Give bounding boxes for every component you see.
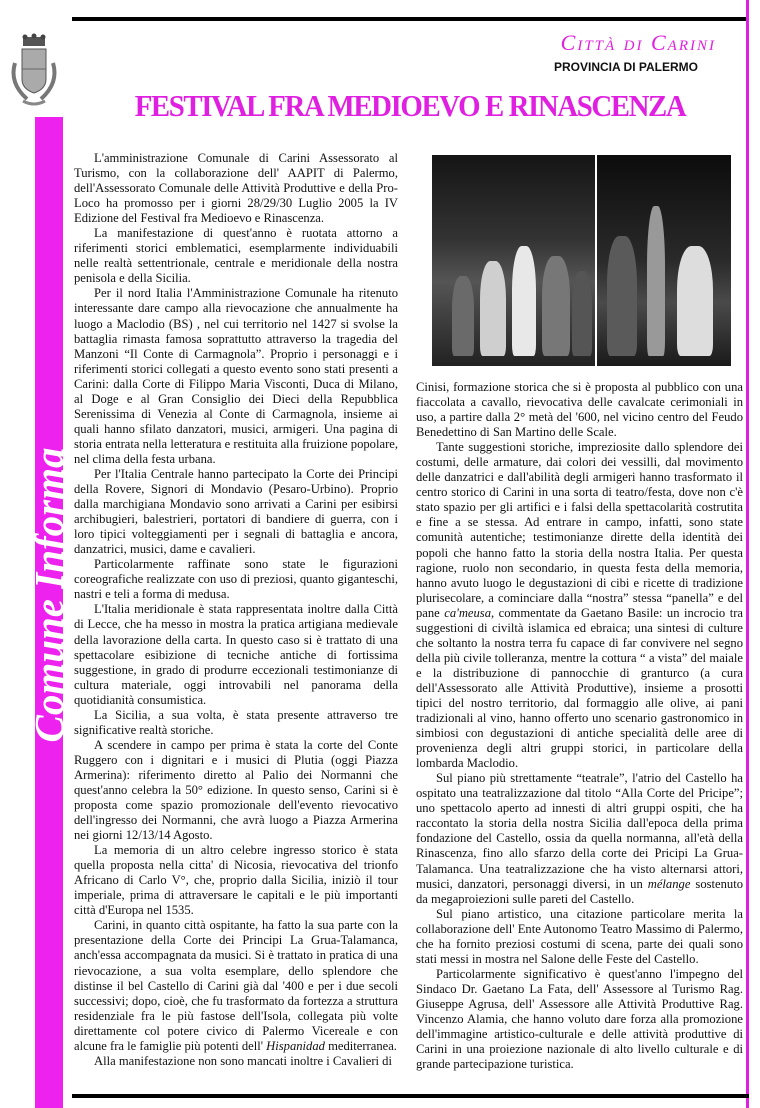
paragraph: La manifestazione di quest'anno è ruotata attorno a riferimenti storici emblematici, esemplarmente individuabili nelle realtà settentrionale, centrale e meridionale della nostra penisola e della Sicilia. (74, 226, 398, 286)
paragraph: Particolarmente raffinate sono state le figurazioni coreografiche realizzate con uso di preziosi, quanto giganteschi, nastri e teli a forma di medusa. (74, 557, 398, 602)
paragraph: Sul piano artistico, una citazione particolare merita la collaborazione dell' Ente Autonomo Teatro Massimo di Palermo, che ha fornito preziosi costumi di scena, parte dei quali sono stati messi in mostra nel Salone delle Feste del Castello. (416, 906, 743, 966)
italic-term: ca'meusa (444, 605, 492, 620)
paragraph: La memoria di un altro celebre ingresso storico è stata quella proposta nella citta' di Nicosia, rievocativa del trionfo Africano di Carlo V°, che, proprio dalla Sicilia, iniziò il tour imperiale, prima di attraversare le capitali e le più importanti città d'Europa nel 1535. (74, 843, 398, 918)
paragraph: La Sicilia, a sua volta, è stata presente attraverso tre significative realtà storiche. (74, 707, 398, 737)
paragraph (74, 918, 398, 1053)
article-right-column (416, 380, 743, 1072)
top-rule (72, 17, 749, 21)
right-margin-line (746, 0, 749, 1108)
paragraph: A scendere in campo per prima è stata la corte del Conte Ruggero con i dignitari e i musici di Plutia (oggi Piazza Armerina): riferimento diretto al Palio dei Normanni che quest'anno celebra la 50° edizione. In questo senso, Carini si è proposta come spazio promozionale dell'evento rievocativo dell'ingresso dei Normanni, che avrà luogo a Piazza Armerina nei giorni 12/13/14 Agosto. (74, 737, 398, 843)
italic-term: Hispanidad (266, 1038, 325, 1053)
paragraph: L'Italia meridionale è stata rappresentata inoltre dalla Città di Lecce, che ha messo in mostra la pratica artigiana medievale della lavorazione della carta. In questo caso si è trattato di una spettacolare esibizione di tecniche antiche di fortissima suggestione, in grado di produrre eccezionali testimonianze di cultura materiale, oggi introvabili nel panorama della quotidianità consumistica. (74, 602, 398, 707)
city-name: Città di Carini (560, 30, 716, 55)
text: Sul piano più strettamente “teatrale”, l'atrio del Castello ha ospitato una teatralizzazione dal titolo “Alla Corte del Pricipe”; uno spettacolo aperto ad innesti di altri gruppi ospiti, che ha raccontato la storia della nostra Sicilia dall'epoca della prima fondazione del Castello, ossia da quella normanna, all'età della Rinascenza, fino allo sfarzo della corte dei Pricipi La Grua- Talamanca. Una teatralizzazione che ha visto alternarsi attori, musici, danzatori, personaggi diversi, in un (416, 771, 743, 891)
province-name: PROVINCIA DI PALERMO (553, 60, 698, 74)
paragraph (416, 440, 743, 771)
paragraph: Per l'Italia Centrale hanno partecipato la Corte dei Principi della Rovere, Signori di Mondavio (Pesaro-Urbino). Proprio dalla marchigiana Mondavio sono arrivati a Carini per esibirsi archibugieri, balestrieri, portatori di bandiere di guerra, con i loro tipici volteggiamenti per i segnali di battaglia e ancora, danzatrici, musici, dame e cavalieri. (74, 466, 398, 557)
page-title: FESTIVAL FRA MEDIOEVO E RINASCENZA (134, 88, 686, 123)
text: , commentate da Gaetano Basile: un incrocio tra suggestioni di civiltà islamica ed ebraica; una sintesi di culture che soltanto la nostra terra fu capace di far convivere nel segno della più civile tolleranza, mentre la cottura “ a vista” del maiale e la distribuzione di pannocchie di granturco (a cura dell'Assessorato alle Attività Produttive), insieme a prosotti tipici del nostro territorio, dal formaggio alle olive, ai pani tradizionali al vino, hanno offerto uno scenario gastronomico in simbiosi con degustazioni di antiche specialità delle aree di provenienza degli altri gruppi storici, in particolare della lombarda Maclodio. (416, 605, 743, 771)
paragraph: Cinisi, formazione storica che si è proposta al pubblico con una fiaccolata a cavallo, rievocativa delle cavalcate cerimoniali in uso, a partire dalla 2° metà del '600, nel vicino centro del Feudo Benedettino di San Martino delle Scale. (416, 380, 743, 440)
paragraph: Alla manifestazione non sono mancati inoltre i Cavalieri di (94, 1053, 392, 1068)
text: mediterranea. (324, 1038, 397, 1053)
italic-term: mélange (647, 876, 691, 891)
coat-of-arms-logo (5, 33, 63, 113)
paragraph: L'amministrazione Comunale di Carini Assessorato al Turismo, con la collaborazione dell' AAPIT di Palermo, dell'Assessorato Comunale delle Attività Produttive e della Pro-Loco ha promosso per i giorni 28/29/30 Luglio 2005 la IV Edizione del Festival fra Medioevo e Rinascenza. (74, 151, 398, 226)
bottom-rule (72, 1094, 749, 1098)
text: Carini, in quanto città ospitante, ha fatto la sua parte con la presentazione della Corte dei Principi La Grua-Talamanca, anch'essa accompagnata da musici. Si è trattato in pratica di una rievocazione, a sua volta esemplare, dello splendore che distinse il bel Castello di Carini già dal '400 e per i due secoli successivi; dopo, cioè, che fu trasformato da fortezza a struttura residenziale fra le più fastose dell'Isola, collegata più volte direttamente col potere civico di Palermo Vicereale e con alcune fra le famiglie più potenti dell' (74, 918, 398, 1053)
photo-procession (432, 155, 595, 366)
text: Tante suggestioni storiche, impreziosite dallo splendore dei costumi, delle armature, dai colori dei vessilli, dal movimento delle danzatrici e dall'abilità degli armigeri hanno trasformato il centro storico di Carini in una sorta di teatro/festa, dove non c'è stato spazio per gli artifici e i falsi della spettacolarità costrutita e fine a se stessa. Ad entrare in campo, infatti, sono state comunità autentiche; testimonianze dirette della identità dei popoli che hanno fatto la storia della nostra Italia. Per questa ragione, ruolo non secondario, in questa festa della memoria, hanno avuto luogo le degustazioni di cibi e ricette di tradizione plurisecolare, a cominciare dalla “nostra” stessa “panella” e del pane (416, 440, 743, 620)
photo-flag-bearers (597, 155, 731, 366)
event-photos (432, 155, 731, 366)
paragraph (416, 771, 743, 906)
text: sostenuto da megaproiezioni sulle pareti del Castello. (416, 876, 743, 906)
paragraph: Particolarmente significativo è quest'anno l'impegno del Sindaco Dr. Gaetano La Fata, dell' Assessore al Turismo Rag. Giuseppe Agrusa, dell' Assessore alle Attività Produttive Rag. Vincenzo Alamia, che hanno voluto dare forza alla promozione dell'immagine artistico-culturale e delle attività produttive di Carini in una proiezione nazionale di alto livello culturale e di grande partecipazione turistica. (416, 966, 743, 1072)
paragraph: Per il nord Italia l'Amministrazione Comunale ha ritenuto interessante dare campo alla rievocazione che annualmente ha luogo a Maclodio (BS) , nel cui territorio nel 1427 si svolse la battaglia rimasta famosa soprattutto attraverso la tragedia del Manzoni “Il Conte di Carmagnola”. Proprio i personaggi e i riferimenti storici collegati a questo evento sono stati presenti a Carini: dalla Corte di Filippo Maria Visconti, Duca di Milano, al Doge e al Gran Consiglio dei Dieci della Repubblica Serenissima di Venezia al Conte di Carmagnola, insieme ai quali hanno sfilato danzatori, musici, armigeri. Una pagina di storia entrata nella letteratura e restituita alla fruizione popolare, nel clima della festa urbana. (74, 286, 398, 466)
article-left-column (74, 151, 398, 1069)
sidebar-label: Comune Informa (26, 447, 72, 743)
